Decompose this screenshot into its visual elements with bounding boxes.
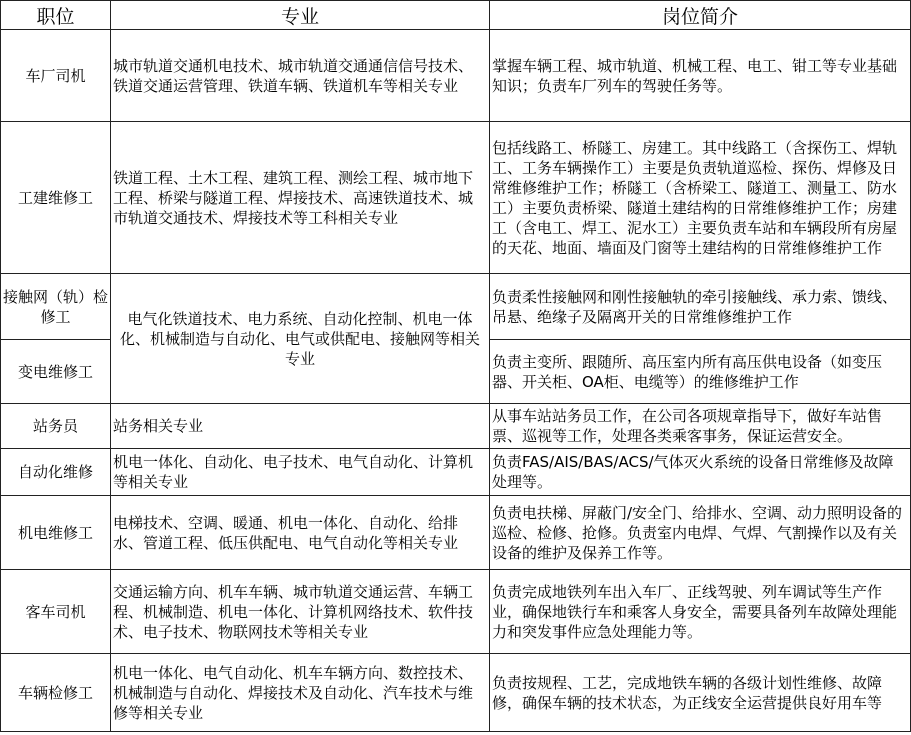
description-cell: 包括线路工、桥隧工、房建工。其中线路工（含探伤工、焊轨工、工务车辆操作工）主要是负责轨道巡检、探伤、焊修及日常维修维护工作；桥隧工（含桥梁工、隧道工、测量工、防水工）主要负责桥梁、隧道土建结构的日常维修维护工作；房建工（含电工、焊工、泥水工）主要负责车站和车辆段所有房屋的天花、地面、墙面及门窗等土建结构的日常维修维护工作 [490,122,911,274]
table-row [1,30,911,122]
description-cell: 负责FAS/AIS/BAS/ACS/气体灭火系统的设备日常维修及故障处理等。 [490,449,911,496]
position-cell: 车辆检修工 [1,654,111,732]
description-cell: 从事车站站务员工作，在公司各项规章指导下，做好车站售票、巡视等工作，处理各类乘客事务，保证运营安全。 [490,404,911,449]
header-row [1,1,911,30]
description-cell: 负责主变所、跟随所、高压室内所有高压供电设备（如变压器、开关柜、OA柜、电缆等）的维修维护工作 [490,340,911,404]
position-cell: 工建维修工 [1,122,111,274]
position-cell: 变电维修工 [1,340,111,404]
major-cell: 交通运输方向、机车车辆、城市轨道交通运营、车辆工程、机械制造、机电一体化、计算机网络技术、软件技术、电子技术、物联网技术等相关专业 [111,570,490,654]
major-cell: 站务相关专业 [111,404,490,449]
description-cell: 负责完成地铁列车出入车厂、正线驾驶、列车调试等生产作业，确保地铁行车和乘客人身安全，需要具备列车故障处理能力和突发事件应急处理能力等。 [490,570,911,654]
major-cell: 电气化铁道技术、电力系统、自动化控制、机电一体化、机械制造与自动化、电气或供配电、接触网等相关专业 [111,274,490,404]
header-description: 岗位简介 [490,1,911,30]
table-row [1,654,911,732]
major-cell: 机电一体化、自动化、电子技术、电气自动化、计算机等相关专业 [111,449,490,496]
table-row [1,570,911,654]
table-row [1,496,911,570]
position-cell: 接触网（轨）检修工 [1,274,111,340]
position-cell: 车厂司机 [1,30,111,122]
position-cell: 客车司机 [1,570,111,654]
description-cell: 掌握车辆工程、城市轨道、机械工程、电工、钳工等专业基础知识；负责车厂列车的驾驶任务等。 [490,30,911,122]
description-cell: 负责按规程、工艺，完成地铁车辆的各级计划性维修、故障修，确保车辆的技术状态，为正线安全运营提供良好用车等 [490,654,911,732]
position-cell: 机电维修工 [1,496,111,570]
position-cell: 站务员 [1,404,111,449]
table-row [1,122,911,274]
description-cell: 负责电扶梯、屏蔽门/安全门、给排水、空调、动力照明设备的巡检、检修、抢修。负责室内电焊、气焊、气割操作以及有关设备的维护及保养工作等。 [490,496,911,570]
major-cell: 电梯技术、空调、暖通、机电一体化、自动化、给排水、管道工程、低压供配电、电气自动化等相关专业 [111,496,490,570]
position-cell: 自动化维修 [1,449,111,496]
table-row [1,274,911,340]
header-major: 专业 [111,1,490,30]
table-row [1,404,911,449]
major-cell: 铁道工程、土木工程、建筑工程、测绘工程、城市地下工程、桥梁与隧道工程、焊接技术、高速铁道技术、城市轨道交通技术、焊接技术等工科相关专业 [111,122,490,274]
major-cell: 机电一体化、电气自动化、机车车辆方向、数控技术、机械制造与自动化、焊接技术及自动化、汽车技术与维修等相关专业 [111,654,490,732]
major-cell: 城市轨道交通机电技术、城市轨道交通通信信号技术、铁道交通运营管理、铁道车辆、铁道机车等相关专业 [111,30,490,122]
header-position: 职位 [1,1,111,30]
description-cell: 负责柔性接触网和刚性接触轨的牵引接触线、承力索、馈线、吊悬、绝缘子及隔离开关的日常维修维护工作 [490,274,911,340]
table-row [1,449,911,496]
